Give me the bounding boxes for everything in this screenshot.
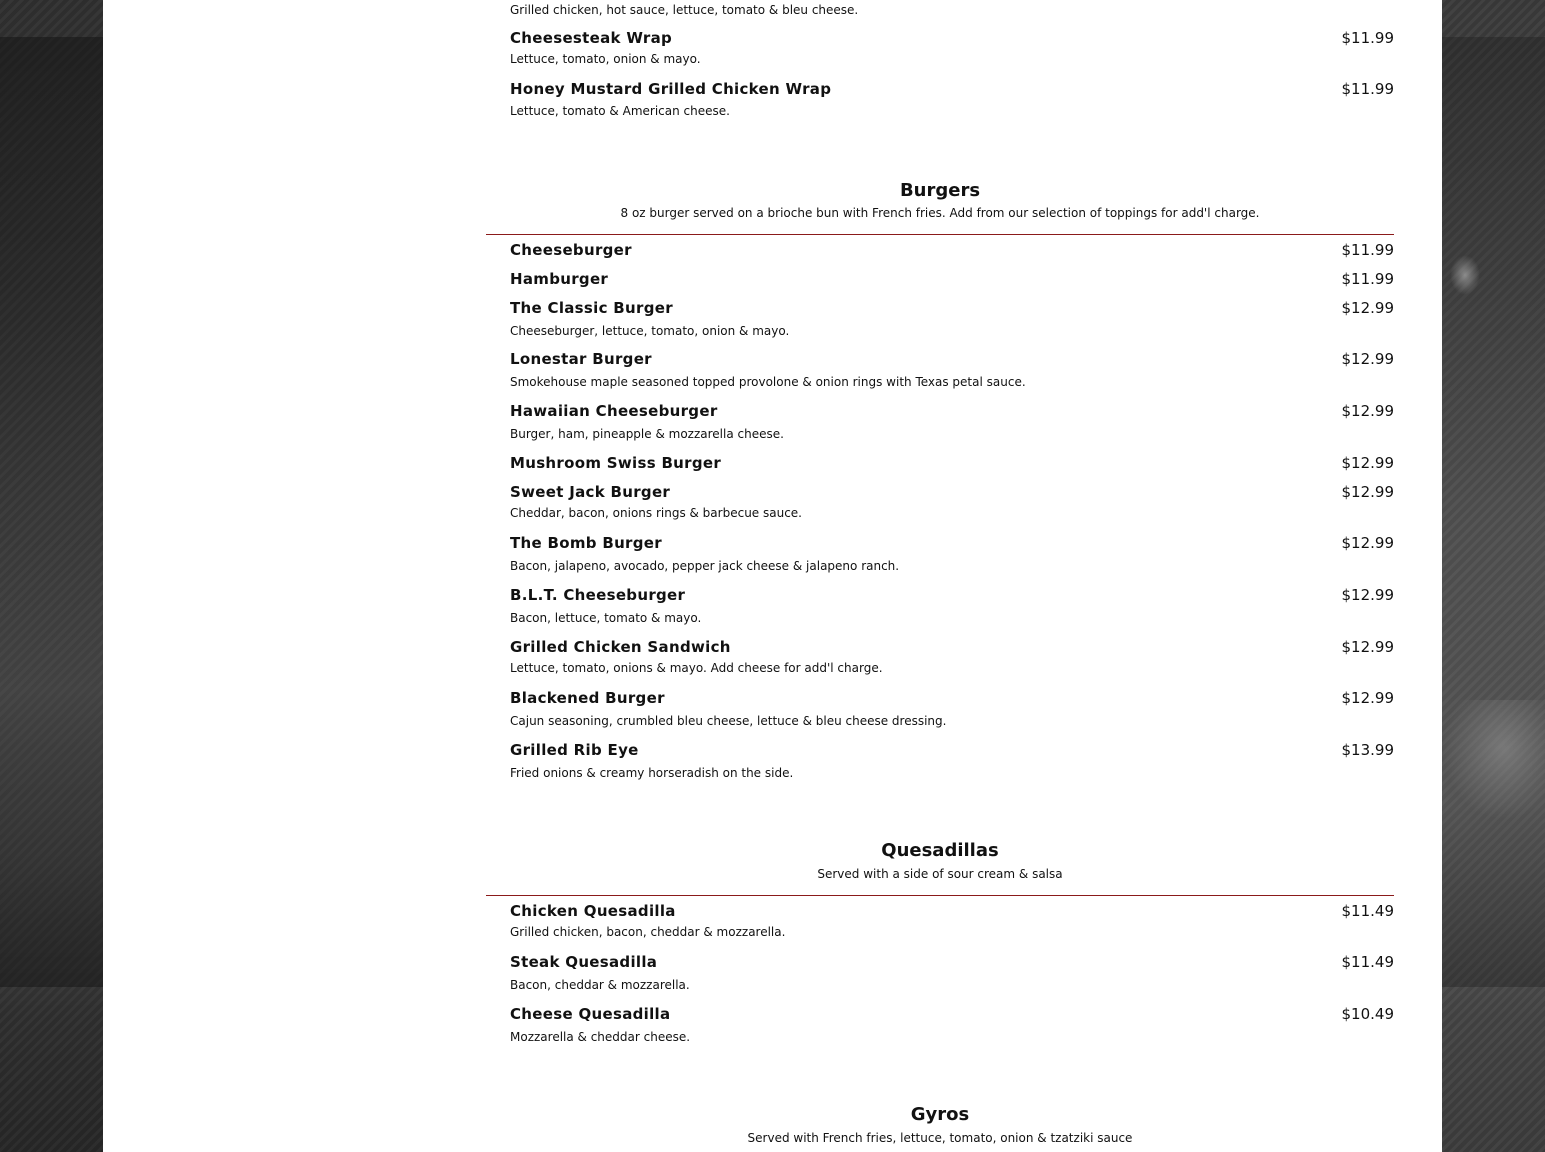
menu-item	[486, 80, 1394, 119]
menu-item	[486, 3, 1394, 18]
item-name: Grilled Chicken Sandwich	[510, 638, 731, 656]
item-name: Lonestar Burger	[510, 350, 652, 368]
item-name: B.L.T. Cheeseburger	[510, 586, 686, 604]
item-name: Steak Quesadilla	[510, 953, 658, 971]
item-price: $11.99	[1341, 241, 1394, 259]
item-description: Bacon, cheddar & mozzarella.	[510, 978, 690, 992]
item-name: The Bomb Burger	[510, 534, 662, 552]
section-title: Gyros	[910, 1104, 970, 1125]
item-price: $12.99	[1341, 689, 1394, 707]
item-name: Cheeseburger	[510, 241, 632, 259]
item-description: Bacon, lettuce, tomato & mayo.	[510, 611, 702, 625]
item-description: Burger, ham, pineapple & mozzarella cheese.	[510, 427, 784, 441]
item-price: $11.99	[1341, 29, 1394, 47]
item-name: Cheesesteak Wrap	[510, 29, 673, 47]
item-description: Lettuce, tomato, onions & mayo. Add cheese for add'l charge.	[510, 661, 883, 675]
section-divider	[486, 895, 1394, 896]
item-name: Blackened Burger	[510, 689, 665, 707]
section-header-quesadillas	[486, 840, 1394, 882]
background-photo-left	[0, 0, 103, 1152]
item-price: $12.99	[1341, 534, 1394, 552]
item-price: $12.99	[1341, 299, 1394, 317]
item-name: Cheese Quesadilla	[510, 1005, 671, 1023]
section-divider	[486, 234, 1394, 235]
item-description: Cheddar, bacon, onions rings & barbecue sauce.	[510, 506, 802, 520]
menu-item	[486, 350, 1394, 390]
menu-item	[486, 638, 1394, 676]
section-header-gyros	[486, 1104, 1394, 1146]
item-name: Mushroom Swiss Burger	[510, 454, 722, 472]
item-description: Lettuce, tomato, onion & mayo.	[510, 52, 701, 66]
item-description: Smokehouse maple seasoned topped provolone & onion rings with Texas petal sauce.	[510, 375, 1026, 389]
item-name: Chicken Quesadilla	[510, 902, 676, 920]
item-name: The Classic Burger	[510, 299, 673, 317]
menu-item	[486, 534, 1394, 574]
menu-item	[486, 29, 1394, 67]
item-description: Mozzarella & cheddar cheese.	[510, 1030, 691, 1044]
section-header-burgers	[486, 180, 1394, 221]
background-photo-right	[1442, 0, 1545, 1152]
item-price: $11.99	[1341, 80, 1394, 98]
item-name: Hamburger	[510, 270, 609, 288]
item-description: Bacon, jalapeno, avocado, pepper jack cheese & jalapeno ranch.	[510, 559, 900, 573]
item-price: $11.49	[1341, 953, 1394, 971]
section-title: Burgers	[899, 180, 981, 201]
item-name: Sweet Jack Burger	[510, 483, 671, 501]
menu-item	[486, 741, 1394, 781]
item-price: $13.99	[1341, 741, 1394, 759]
menu-item	[486, 241, 1394, 260]
menu-item	[486, 586, 1394, 626]
item-price: $11.99	[1341, 270, 1394, 288]
item-price: $12.99	[1341, 350, 1394, 368]
item-price: $12.99	[1341, 483, 1394, 501]
item-price: $12.99	[1341, 638, 1394, 656]
menu-item	[486, 270, 1394, 289]
section-subtitle: Served with French fries, lettuce, tomato, onion & tzatziki sauce	[747, 1131, 1133, 1145]
section-subtitle: 8 oz burger served on a brioche bun with French fries. Add from our selection of toppings for add'l charge.	[620, 206, 1260, 220]
item-description: Grilled chicken, bacon, cheddar & mozzarella.	[510, 925, 786, 939]
item-description: Grilled chicken, hot sauce, lettuce, tomato & bleu cheese.	[510, 3, 859, 17]
item-description: Lettuce, tomato & American cheese.	[510, 104, 730, 118]
item-name: Honey Mustard Grilled Chicken Wrap	[510, 80, 832, 98]
menu-item	[486, 483, 1394, 521]
menu-item	[486, 689, 1394, 729]
item-price: $11.49	[1341, 902, 1394, 920]
menu-item	[486, 454, 1394, 473]
item-description: Fried onions & creamy horseradish on the side.	[510, 766, 794, 780]
item-name: Grilled Rib Eye	[510, 741, 639, 759]
menu-page	[103, 0, 1442, 1152]
menu-item	[486, 902, 1394, 940]
item-name: Hawaiian Cheeseburger	[510, 402, 718, 420]
item-description: Cajun seasoning, crumbled bleu cheese, lettuce & bleu cheese dressing.	[510, 714, 947, 728]
item-description: Cheeseburger, lettuce, tomato, onion & mayo.	[510, 324, 790, 338]
item-price: $10.49	[1341, 1005, 1394, 1023]
item-price: $12.99	[1341, 454, 1394, 472]
menu-item	[486, 402, 1394, 442]
menu-item	[486, 953, 1394, 993]
section-title: Quesadillas	[881, 840, 999, 861]
item-price: $12.99	[1341, 402, 1394, 420]
item-price: $12.99	[1341, 586, 1394, 604]
section-subtitle: Served with a side of sour cream & salsa	[817, 867, 1063, 881]
menu-item	[486, 299, 1394, 339]
menu-item	[486, 1005, 1394, 1045]
